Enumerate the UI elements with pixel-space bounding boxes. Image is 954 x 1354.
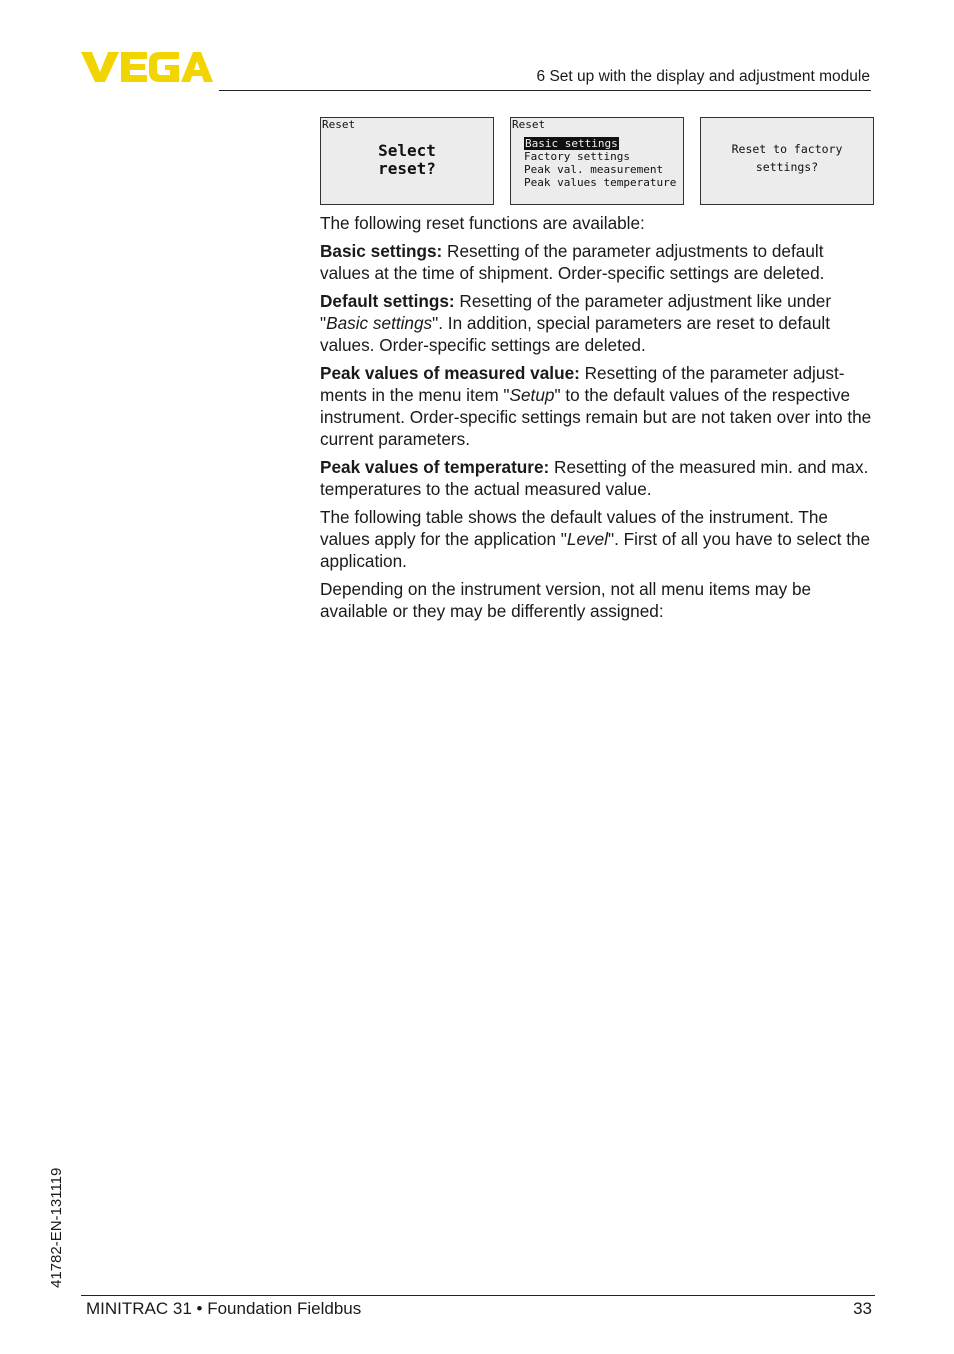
table-intro-text-a: The following table shows the default values of the instrument. The values apply for the application " — [320, 507, 828, 549]
page-number: 33 — [853, 1299, 872, 1318]
screen-prompt-line2: reset? — [378, 159, 436, 178]
document-code: 41782-EN-131119 — [48, 1167, 65, 1288]
peak-temperature-label: Peak values of temperature: — [320, 457, 550, 477]
peak-temperature-text: Resetting of the measured min. and max. temperatures to the actual measured value. — [320, 457, 869, 499]
body-text — [320, 212, 876, 628]
default-settings-text-a: Resetting of the parameter adjustment like under " — [320, 291, 832, 333]
table-intro-italic: Level — [566, 529, 608, 549]
basic-settings-paragraph — [320, 240, 876, 284]
menu-item-basic-settings[interactable]: Basic settings — [525, 137, 618, 150]
section-title: 6 Set up with the display and adjustment module — [536, 68, 870, 85]
screen-prompt — [321, 142, 493, 178]
screen-title: Reset — [512, 118, 546, 131]
table-intro-paragraph — [320, 506, 876, 572]
default-settings-paragraph — [320, 290, 876, 356]
footer-product: MINITRAC 31 • Foundation Fieldbus — [86, 1299, 362, 1318]
display-screen-reset-menu — [510, 117, 684, 205]
screen-confirm-question — [701, 140, 873, 176]
peak-measured-italic: Setup — [509, 385, 555, 405]
depending-paragraph: Depending on the instrument version, not all menu items may be available or they may be differently assigned: — [320, 579, 812, 621]
screen-title: Reset — [322, 118, 356, 131]
basic-settings-label: Basic settings: — [320, 241, 443, 261]
menu-item-factory-settings[interactable]: Factory settings — [524, 150, 630, 163]
peak-temperature-paragraph — [320, 456, 876, 500]
vega-logo — [81, 50, 213, 84]
screen-prompt-line1: Select — [378, 141, 436, 160]
header-divider — [219, 90, 871, 91]
peak-measured-text-a: Resetting of the parameter adjust-ments in the menu item " — [320, 363, 845, 405]
peak-measured-label: Peak values of measured value: — [320, 363, 580, 383]
default-settings-italic: Basic settings — [326, 313, 433, 333]
menu-item-peak-temperature[interactable]: Peak values temperature — [524, 176, 677, 189]
menu-item-peak-measurement[interactable]: Peak val. measurement — [524, 163, 664, 176]
screen-confirm-line2: settings? — [755, 160, 819, 174]
footer-divider — [81, 1295, 875, 1296]
default-settings-label: Default settings: — [320, 291, 455, 311]
basic-settings-text: Resetting of the parameter adjustments to default values at the time of shipment. Order-specific settings are deleted. — [320, 241, 825, 283]
screen-confirm-line1: Reset to factory — [731, 142, 843, 156]
reset-menu — [524, 137, 676, 189]
display-screen-select-reset — [320, 117, 494, 205]
default-settings-text-b: ". In addition, special parameters are reset to default values. Order-specific settings are deleted. — [320, 313, 830, 355]
peak-measured-text-b: " to the default values of the respective instrument. Order-specific settings remain but are not taken over into the current parameters. — [320, 385, 872, 449]
display-screen-confirm — [700, 117, 874, 205]
peak-measured-paragraph — [320, 362, 876, 450]
intro-paragraph: The following reset functions are available: — [320, 213, 645, 233]
table-intro-text-b: ". First of all you have to select the application. — [320, 529, 871, 571]
